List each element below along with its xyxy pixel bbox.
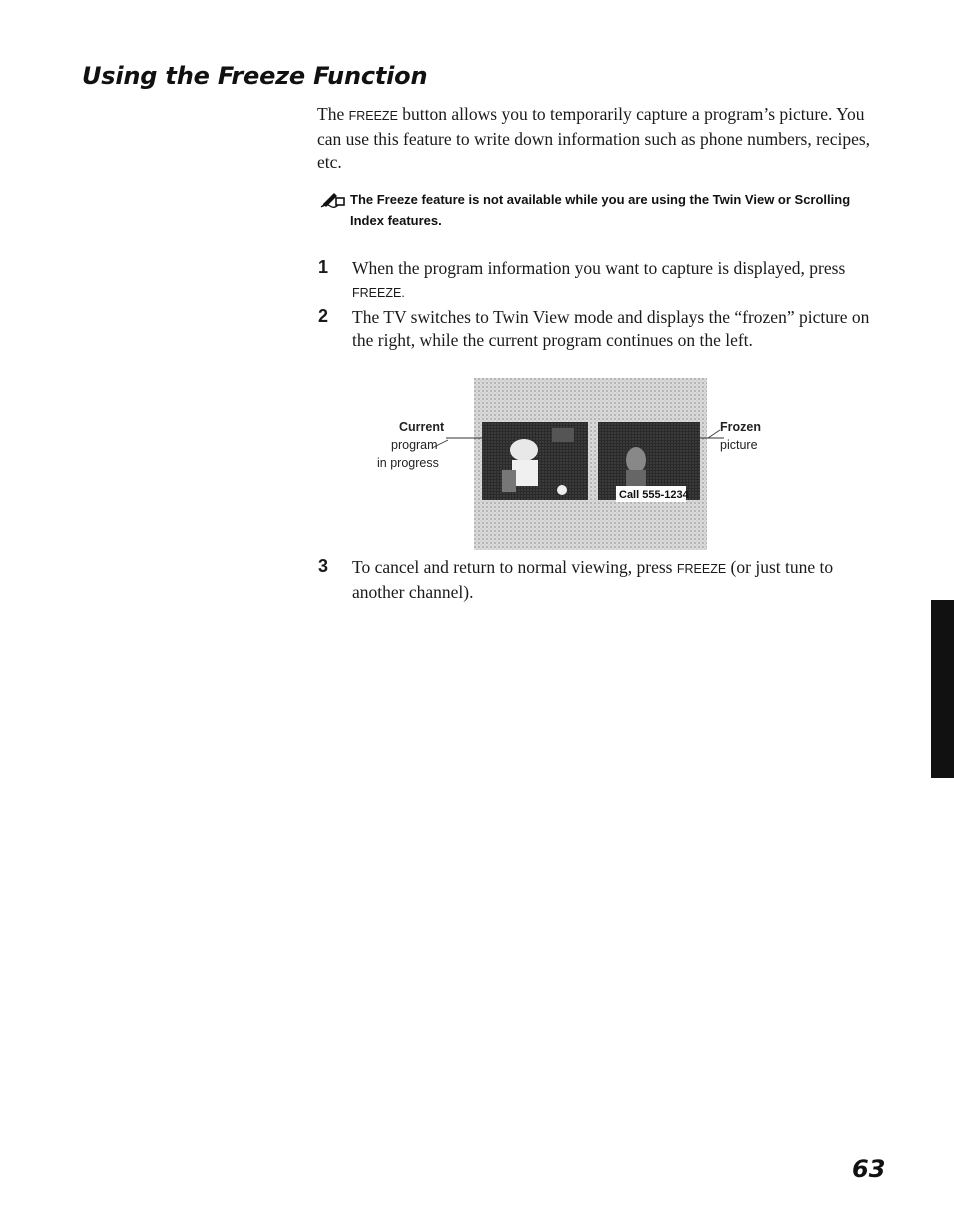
page-title: Using the Freeze Function (82, 62, 428, 90)
step-1-after: . (401, 286, 405, 300)
frozen-caption-line2: picture (720, 438, 758, 452)
page-number: 63 (852, 1155, 886, 1183)
intro-text-1: The (317, 104, 349, 124)
current-caption-line3: in progress (377, 456, 439, 470)
freeze-key-label: FREEZE (348, 109, 398, 123)
step-3-after: (or just tune to another channel). (352, 557, 834, 602)
intro-text-2: button allows you to temporarily capture a program’s picture. You can use this feature to write down information such as phone numbers, recipes, etc. (317, 104, 871, 172)
intro-paragraph (317, 103, 877, 174)
onscreen-phone-text: Call 555-1234 (619, 489, 689, 501)
step-3-number: 3 (318, 556, 329, 576)
step-1-text (352, 257, 887, 305)
current-caption-line1: Current (399, 420, 445, 434)
step-1-key: FREEZE (352, 286, 402, 300)
pencil-note-icon (320, 190, 346, 208)
frozen-caption-line1: Frozen (720, 420, 761, 434)
step-1-body: When the program information you want to capture is displayed, press (352, 258, 846, 278)
note-text: The Freeze feature is not available while you are using the Twin View or Scrolling Index features. (350, 192, 851, 228)
step-3-text (352, 556, 887, 604)
step-3-body: To cancel and return to normal viewing, press (352, 557, 677, 577)
current-caption-line2: program (391, 438, 438, 452)
step-2-number: 2 (318, 306, 329, 326)
twin-view-figure (374, 378, 774, 550)
step-2-text: The TV switches to Twin View mode and displays the “frozen” picture on the right, while the current program continues on the left. (352, 307, 870, 350)
step-3-key: FREEZE (676, 562, 727, 576)
section-tab-marker (931, 600, 954, 778)
step-1-number: 1 (318, 257, 329, 277)
